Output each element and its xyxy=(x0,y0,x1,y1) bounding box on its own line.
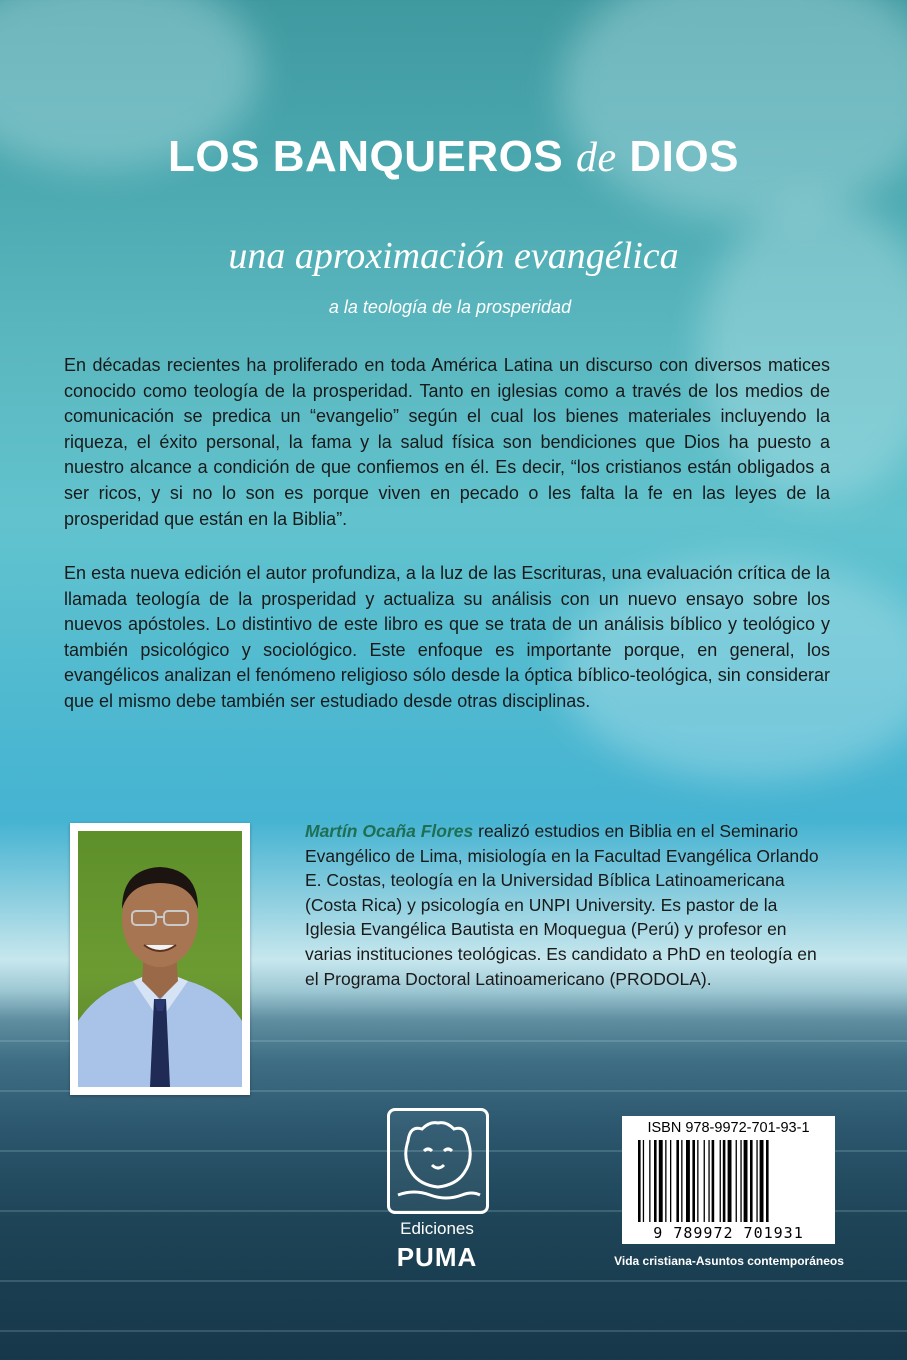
title-part1: LOS BANQUEROS xyxy=(168,132,564,181)
publisher-name-line1: Ediciones xyxy=(400,1219,474,1238)
title-de: de xyxy=(575,135,617,181)
isbn-label: ISBN 978-9972-701-93-1 xyxy=(647,1120,810,1136)
book-subsubtitle: a la teología de la prosperidad xyxy=(328,297,572,317)
book-subtitle: una aproximación evangélica xyxy=(228,235,679,277)
barcode-bar xyxy=(766,1140,769,1222)
author-photo-frame xyxy=(70,823,250,1095)
blurb-paragraph-1: En décadas recientes ha proliferado en toda América Latina un discurso con diversos matices conocido como teología de la prosperidad. Tanto en iglesias como a través de los medios de comunicación se predica un “evangelio” según el cual los bienes materiales incluyendo la riqueza, el éxito personal, la fama y la salud física son bendiciones que Dios ha puesto a nuestro alcance a condición de que confiemos en él. Es decir, “los cristianos están obligados a ser ricos, y si no lo son es porque viven en pecado o les falta la fe en las leyes de la prosperidad que están en la Biblia”. xyxy=(64,355,830,529)
barcode-bar xyxy=(750,1140,753,1222)
isbn-digits: 9 789972 701931 xyxy=(653,1224,804,1242)
barcode-bar xyxy=(704,1140,705,1222)
barcode-bar xyxy=(708,1140,709,1222)
barcode-bar xyxy=(665,1140,666,1222)
barcode-bar xyxy=(643,1140,644,1222)
barcode-bar xyxy=(697,1140,698,1222)
isbn-barcode-box xyxy=(622,1116,835,1244)
barcode-bar xyxy=(654,1140,657,1222)
author-portrait-illustration xyxy=(78,831,242,1087)
barcode-bar xyxy=(744,1140,748,1222)
barcode-bar xyxy=(686,1140,690,1222)
publisher-name-line2: PUMA xyxy=(396,1242,478,1272)
barcode-bar xyxy=(756,1140,757,1222)
barcode-bar xyxy=(760,1140,764,1222)
barcode-bar xyxy=(692,1140,695,1222)
barcode-bar xyxy=(670,1140,671,1222)
author-bio xyxy=(305,819,825,991)
barcode-bar xyxy=(740,1140,741,1222)
barcode-bar xyxy=(712,1140,715,1222)
blurb-paragraph-2: En esta nueva edición el autor profundiza, a la luz de las Escrituras, una evaluación crítica de la llamada teología de la prosperidad y actualiza su análisis con un nuevo ensayo sobre los nuevos apóstoles. Lo distintivo de este libro es que se trata de un análisis bíblico y teológico y también psicológico y sociológico. Este enfoque es importante porque, en general, los evangélicos analizan el fenómeno religioso sólo desde la óptica bíblico-teológica, sin considerar que el mismo debe también ser estudiado desde otras disciplinas. xyxy=(64,563,830,711)
water-ripple xyxy=(0,1330,907,1332)
barcode-bar xyxy=(723,1140,726,1222)
barcode-bar xyxy=(681,1140,682,1222)
barcode-bar xyxy=(638,1140,641,1222)
publisher-logo xyxy=(387,1108,487,1290)
barcode-bar xyxy=(659,1140,663,1222)
author-name: Martín Ocaña Flores xyxy=(305,821,474,841)
author-photo xyxy=(78,831,242,1087)
barcode-bar xyxy=(676,1140,679,1222)
barcode-bar xyxy=(720,1140,721,1222)
barcode-bar xyxy=(728,1140,732,1222)
category-label: Vida cristiana-Asuntos contemporáneos xyxy=(614,1254,844,1268)
barcode-bar xyxy=(736,1140,737,1222)
barcode-bar xyxy=(649,1140,650,1222)
book-title xyxy=(0,132,907,182)
cloud-decoration xyxy=(560,0,907,220)
author-bio-text: realizó estudios en Biblia en el Seminario Evangélico de Lima, misiología en la Facultad Evangélica Orlando E. Costas, teología en la Universidad Bíblica Latinoamericana (Costa Rica) y psicología en UNPI University. Es pastor de la Iglesia Evangélica Bautista en Moquegua (Perú) y profesor en varias instituciones teológicas. Es candidato a PhD en teología en el Programa Doctoral Latinoamericano (PRODOLA). xyxy=(305,821,819,989)
puma-logo-icon xyxy=(387,1108,489,1214)
title-part2: DIOS xyxy=(629,132,739,181)
